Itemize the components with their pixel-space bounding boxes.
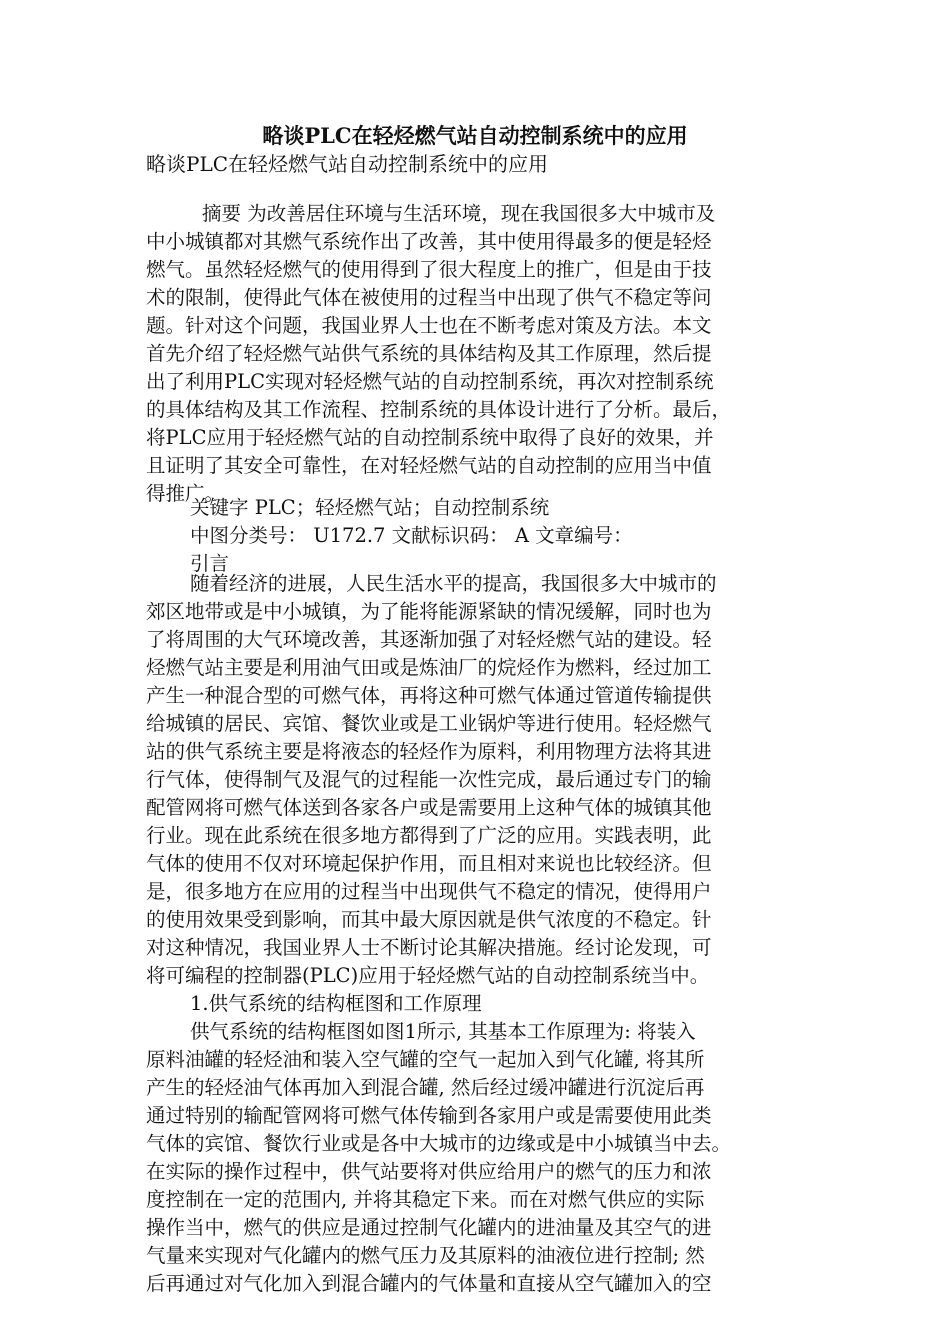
intro-line: 是，很多地方在应用的过程当中出现供气不稳定的情况，使得用户	[146, 880, 712, 903]
abstract-line: 术的限制，使得此气体在被使用的过程当中出现了供气不稳定等问	[146, 286, 712, 309]
classification-line: 中图分类号： U172.7 文献标识码： A 文章编号：	[190, 524, 633, 547]
section1-line: 供气系统的结构框图如图1所示, 其基本工作原理为: 将装入	[190, 1020, 696, 1043]
intro-line: 行业。现在此系统在很多地方都得到了广泛的应用。实践表明，此	[146, 824, 712, 847]
document-subtitle: 略谈PLC在轻烃燃气站自动控制系统中的应用	[146, 152, 549, 176]
abstract-line: 燃气。虽然轻烃燃气的使用得到了很大程度上的推广，但是由于技	[146, 258, 712, 281]
intro-line: 站的供气系统主要是将液态的轻烃作为原料，利用物理方法将其进	[146, 740, 712, 763]
abstract-line: 将PLC应用于轻烃燃气站的自动控制系统中取得了良好的效果，并	[146, 426, 714, 449]
section-heading: 1.供气系统的结构框图和工作原理	[190, 992, 482, 1015]
intro-line: 了将周围的大气环境改善，其逐渐加强了对轻烃燃气站的建设。轻	[146, 628, 712, 651]
abstract-line: 摘要 为改善居住环境与生活环境，现在我国很多大中城市及	[202, 202, 716, 225]
intro-line: 气体的使用不仅对环境起保护作用，而且相对来说也比较经济。但	[146, 852, 712, 875]
intro-line: 随着经济的进展，人民生活水平的提高，我国很多大中城市的	[190, 572, 717, 595]
intro-line: 郊区地带或是中小城镇，为了能将能源紧缺的情况缓解，同时也为	[146, 600, 712, 623]
section1-line: 气量来实现对气化罐内的燃气压力及其原料的油液位进行控制; 然	[146, 1244, 705, 1267]
document-title: 略谈PLC在轻烃燃气站自动控制系统中的应用	[262, 123, 688, 148]
section1-line: 度控制在一定的范围内, 并将其稳定下来。而在对燃气供应的实际	[146, 1188, 705, 1211]
abstract-line: 中小城镇都对其燃气系统作出了改善，其中使用得最多的便是轻烃	[146, 230, 712, 253]
intro-line: 的使用效果受到影响，而其中最大原因就是供气浓度的不稳定。针	[146, 908, 712, 931]
section1-paragraph	[146, 1018, 806, 1298]
intro-line: 行气体，使得制气及混气的过程能一次性完成，最后通过专门的输	[146, 768, 712, 791]
abstract-paragraph	[146, 200, 806, 508]
intro-paragraph	[146, 570, 806, 1018]
section1-line: 产生的轻烃油气体再加入到混合罐, 然后经过缓冲罐进行沉淀后再	[146, 1076, 705, 1099]
section1-line: 后再通过对气化加入到混合罐内的气体量和直接从空气罐加入的空	[146, 1272, 712, 1295]
abstract-line: 得推广。	[146, 482, 225, 505]
section1-line: 气体的宾馆、餐饮行业或是各中大城市的边缘或是中小城镇当中去。	[146, 1132, 732, 1155]
abstract-line: 且证明了其安全可靠性，在对轻烃燃气站的自动控制的应用当中值	[146, 454, 712, 477]
intro-line: 给城镇的居民、宾馆、餐饮业或是工业锅炉等进行使用。轻烃燃气	[146, 712, 712, 735]
metadata-block	[146, 494, 806, 578]
abstract-line: 题。针对这个问题，我国业界人士也在不断考虑对策及方法。本文	[146, 314, 712, 337]
intro-line: 烃燃气站主要是利用油气田或是炼油厂的烷烃作为燃料，经过加工	[146, 656, 712, 679]
section1-line: 在实际的操作过程中，供气站要将对供应给用户的燃气的压力和浓	[146, 1160, 712, 1183]
section1-line: 操作当中，燃气的供应是通过控制气化罐内的进油量及其空气的进	[146, 1216, 712, 1239]
abstract-line: 的具体结构及其工作流程、控制系统的具体设计进行了分析。最后，	[146, 398, 732, 421]
section1-line: 原料油罐的轻烃油和装入空气罐的空气一起加入到气化罐, 将其所	[146, 1048, 705, 1071]
intro-line: 将可编程的控制器(PLC)应用于轻烃燃气站的自动控制系统当中。	[146, 964, 710, 987]
intro-heading: 引言	[190, 552, 230, 575]
intro-line: 对这种情况，我国业界人士不断讨论其解决措施。经讨论发现，可	[146, 936, 712, 959]
abstract-line: 出了利用PLC实现对轻烃燃气站的自动控制系统，再次对控制系统	[146, 370, 714, 393]
intro-line: 配管网将可燃气体送到各家各户或是需要用上这种气体的城镇其他	[146, 796, 712, 819]
abstract-line: 首先介绍了轻烃燃气站供气系统的具体结构及其工作原理，然后提	[146, 342, 712, 365]
intro-line: 产生一种混合型的可燃气体，再将这种可燃气体通过管道传输提供	[146, 684, 712, 707]
section1-line: 通过特别的输配管网将可燃气体传输到各家用户或是需要使用此类	[146, 1104, 712, 1127]
keywords-line: 关键字 PLC；轻烃燃气站；自动控制系统	[190, 496, 550, 519]
